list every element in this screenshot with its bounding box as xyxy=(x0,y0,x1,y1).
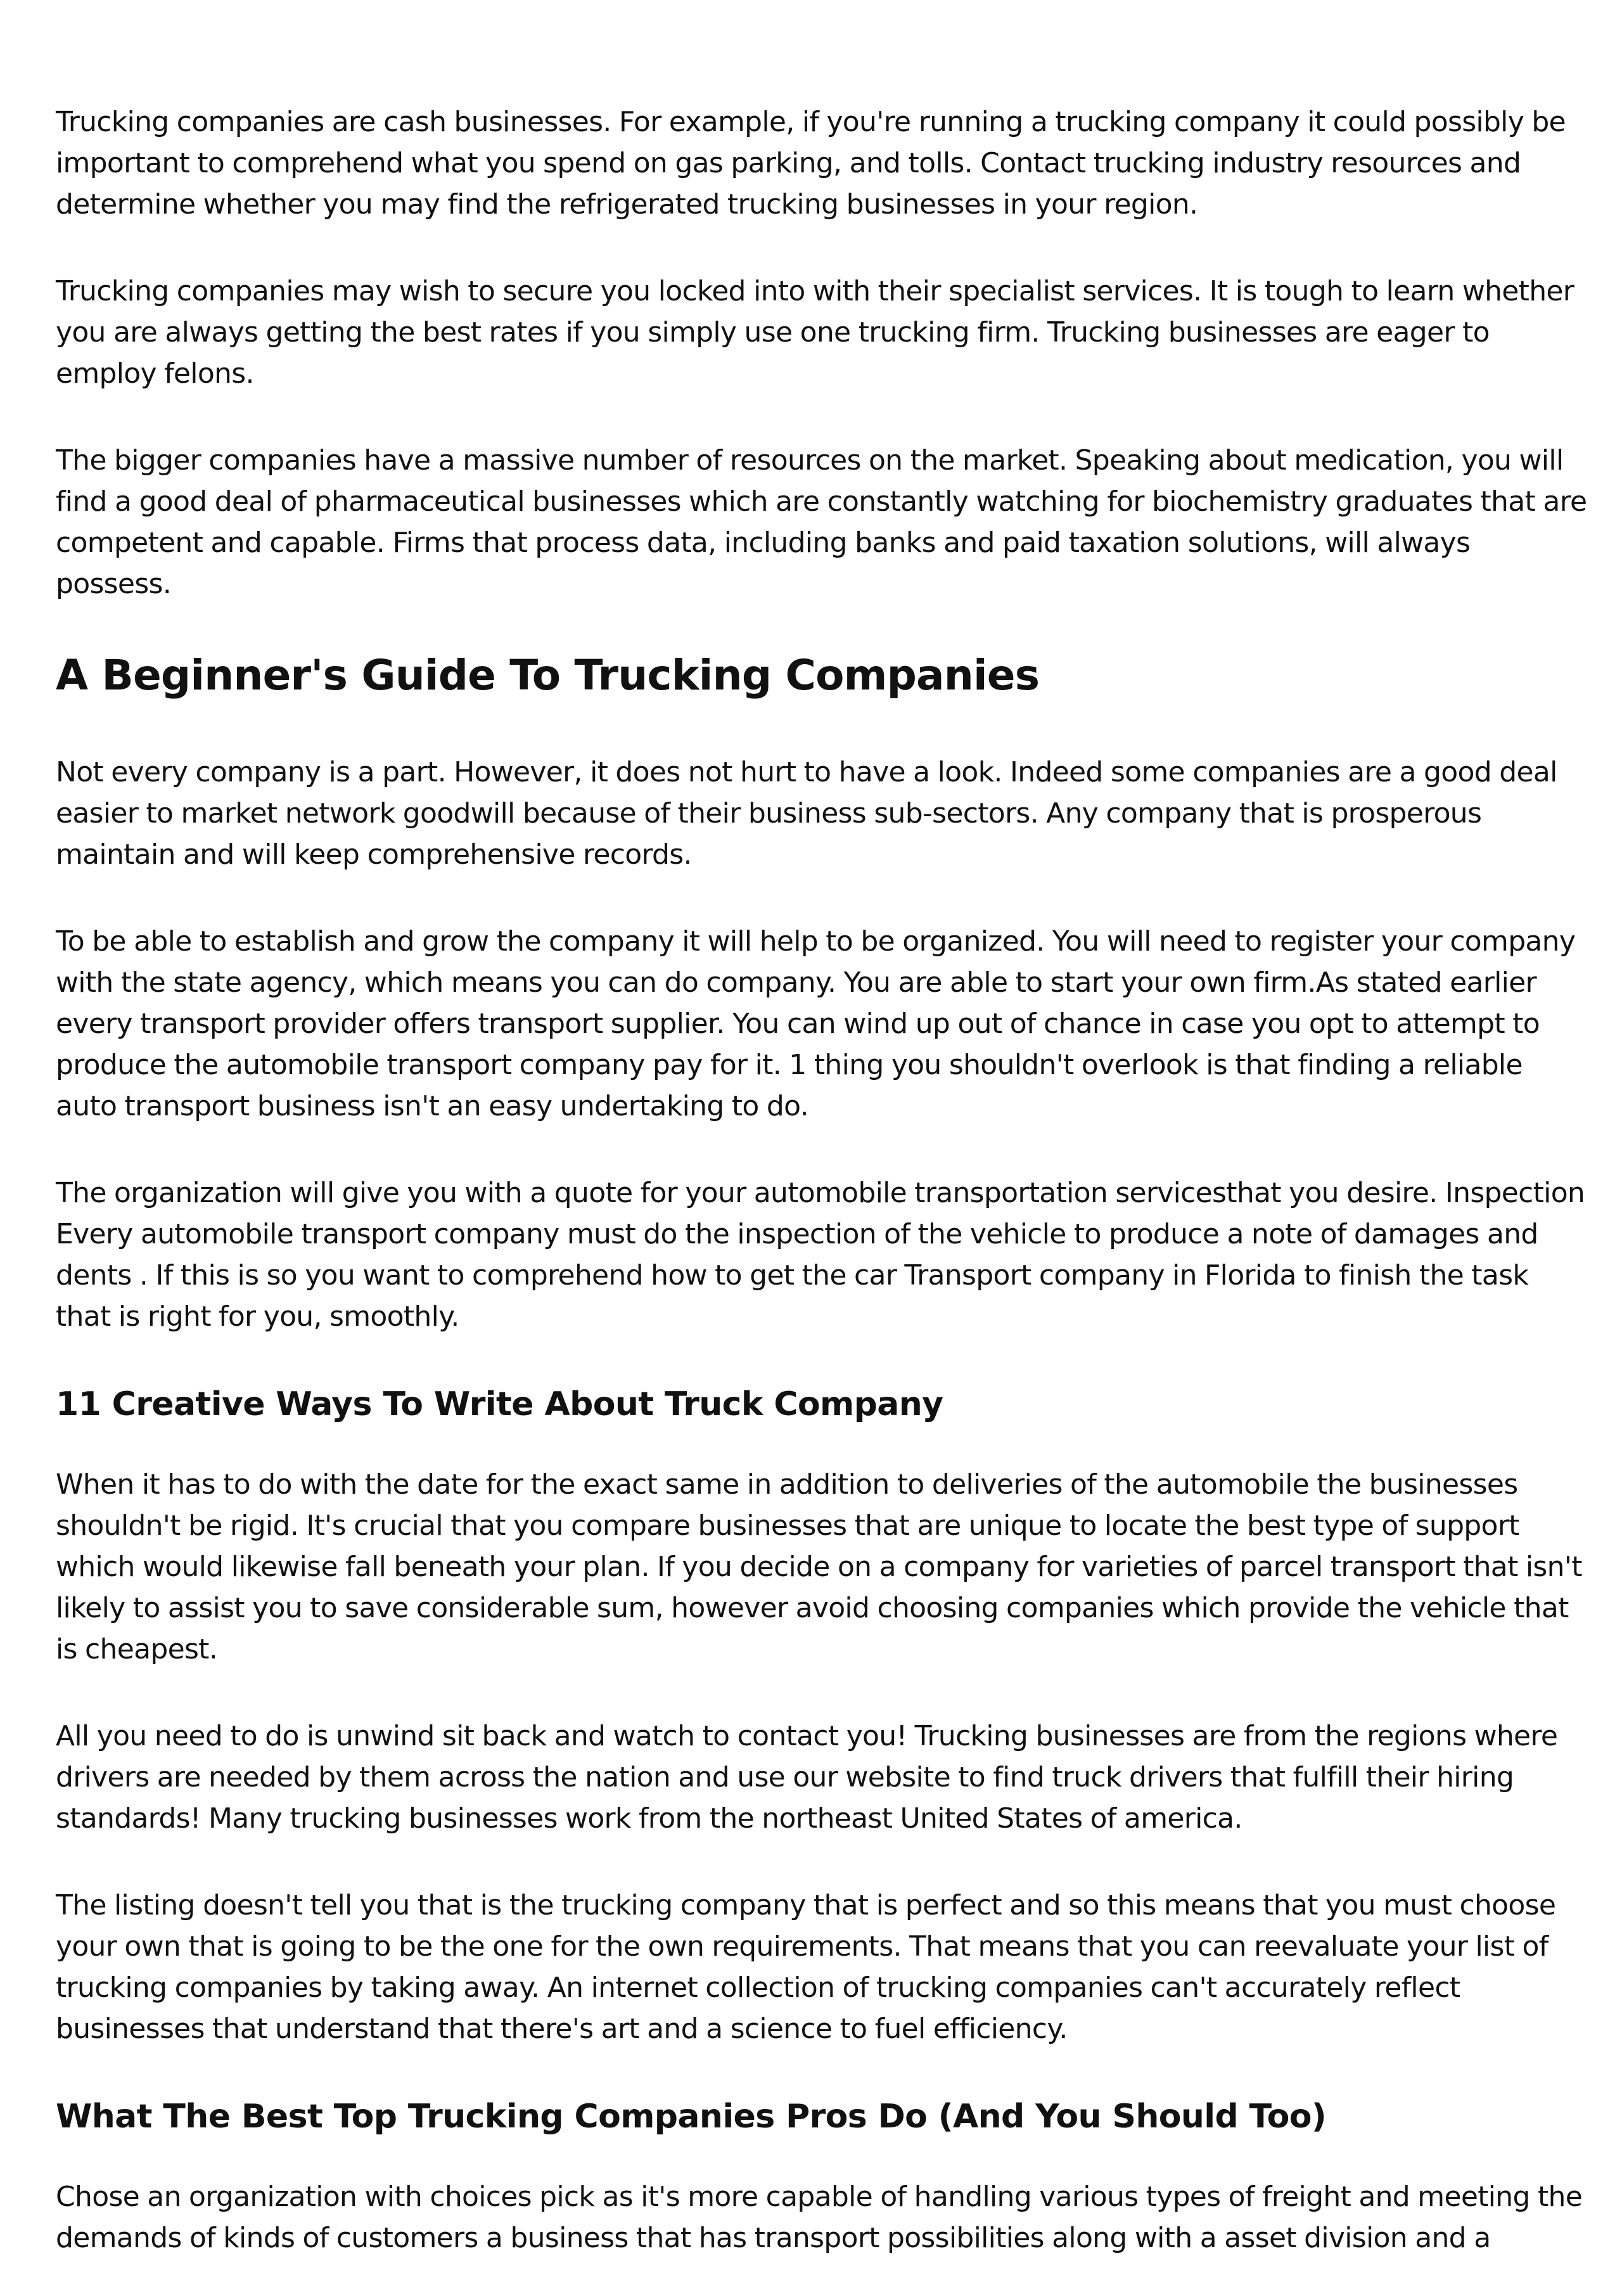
section2-paragraph-2: All you need to do is unwind sit back and watch to contact you! Trucking businesses are from the regions where drivers are needed by them across the nation and use our website to find truck drivers that fulfill their hiring standards! Many trucking businesses work from the northeast United States of america. xyxy=(56,1720,1558,1835)
intro-paragraph-2: Trucking companies may wish to secure you locked into with their specialist services. It is tough to learn whether you are always getting the best rates if you simply use one trucking firm. Trucking businesses are eager to employ felons. xyxy=(56,275,1574,390)
section2-paragraph-3: The listing doesn't tell you that is the trucking company that is perfect and so this means that you must choose your own that is going to be the one for the own requirements. That means that you can reevaluate your list of trucking companies by taking away. An internet collection of trucking companies can't accurately reflect businesses that understand that there's art and a science to fuel efficiency. xyxy=(56,1889,1556,2045)
section1-paragraph-1: Not every company is a part. However, it does not hurt to have a look. Indeed some companies are a good deal easier to market network goodwill because of their business sub-sectors. Any company that is prosperous maintain and will keep comprehensive records. xyxy=(56,756,1557,871)
article-page xyxy=(56,101,1589,2259)
section-heading-creative-ways: 11 Creative Ways To Write About Truck Company xyxy=(56,1385,943,1423)
intro-paragraph-3: The bigger companies have a massive number of resources on the market. Speaking about medication, you will find a good deal of pharmaceutical businesses which are constantly watching for biochemistry graduates that are competent and capable. Firms that process data, including banks and paid taxation solutions, will always possess. xyxy=(56,444,1587,600)
section1-paragraph-3: The organization will give you with a quote for your automobile transportation servicesthat you desire. Inspection Every automobile transport company must do the inspection of the vehicle to produce a note of damages and dents . If this is so you want to comprehend how to get the car Transport company in Florida to finish the task that is right for you, smoothly. xyxy=(56,1177,1585,1333)
intro-paragraph-1: Trucking companies are cash businesses. For example, if you're running a trucking company it could possibly be important to comprehend what you spend on gas parking, and tolls. Contact trucking industry resources and determine whether you may find the refrigerated trucking businesses in your region. xyxy=(56,106,1566,221)
section-heading-pros-do: What The Best Top Trucking Companies Pros Do (And You Should Too) xyxy=(56,2098,1327,2136)
section2-paragraph-1: When it has to do with the date for the exact same in addition to deliveries of the automobile the businesses shouldn't be rigid. It's crucial that you compare businesses that are unique to locate the best type of support which would likewise fall beneath your plan. If you decide on a company for varieties of parcel transport that isn't likely to assist you to save considerable sum, however avoid choosing companies which provide the vehicle that is cheapest. xyxy=(56,1468,1582,1665)
section1-paragraph-2: To be able to establish and grow the company it will help to be organized. You will need to register your company with the state agency, which means you can do company. You are able to start your own firm.As stated earlier every transport provider offers transport supplier. You can wind up out of chance in case you opt to attempt to produce the automobile transport company pay for it. 1 thing you shouldn't overlook is that finding a reliable auto transport business isn't an easy undertaking to do. xyxy=(56,925,1576,1122)
section-heading-beginners-guide: A Beginner's Guide To Trucking Companies xyxy=(56,651,1040,700)
section3-paragraph-1: Chose an organization with choices pick as it's more capable of handling various types of freight and meeting the demands of kinds of customers a business that has transport possibilities along with a asset division and a xyxy=(56,2181,1583,2254)
